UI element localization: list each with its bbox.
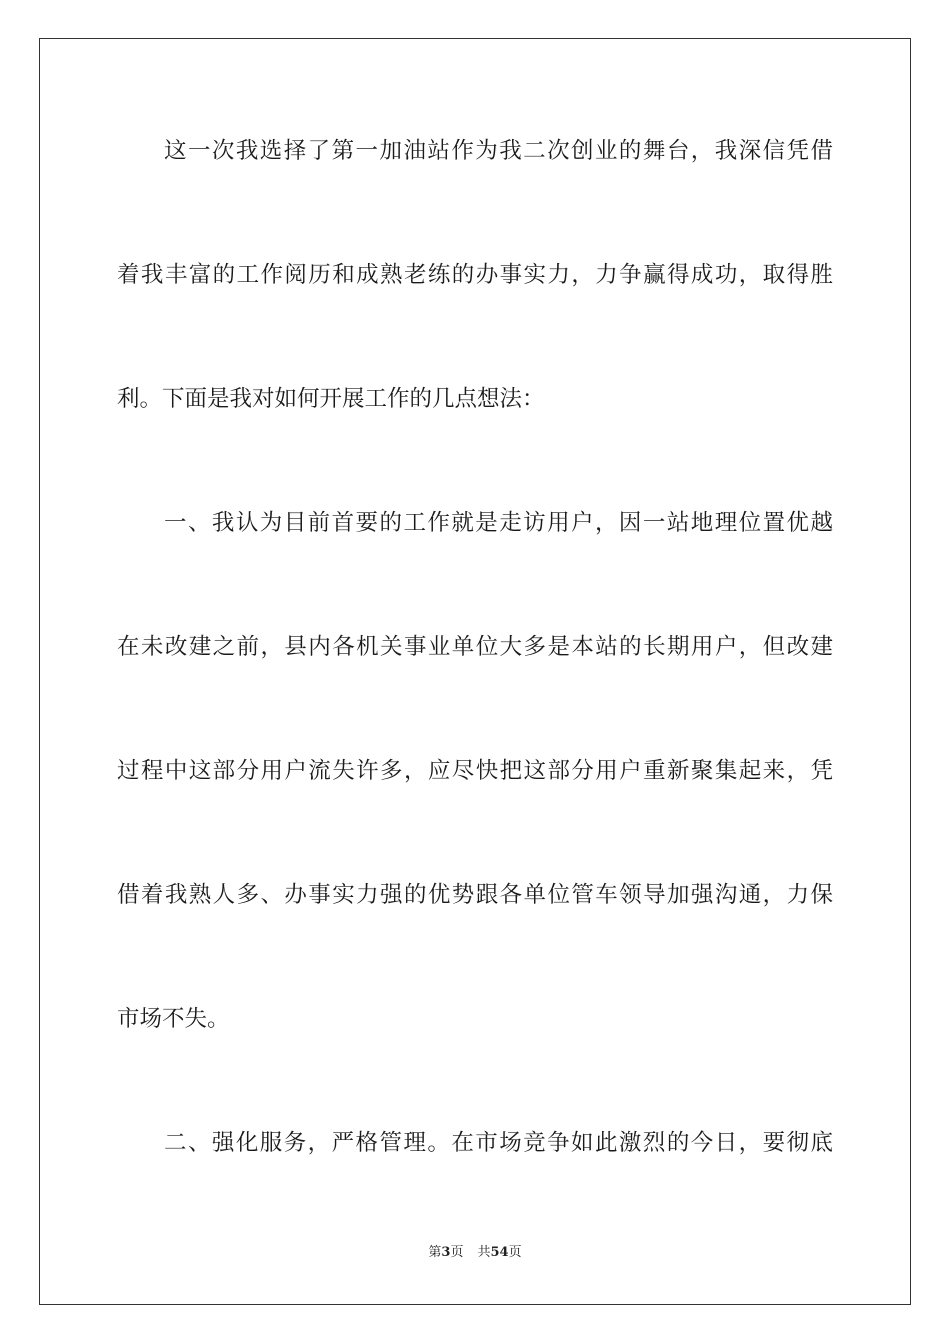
- paragraph-line-3: 利。下面是我对如何开展工作的几点想法：: [117, 386, 545, 412]
- paragraph-line-2: 着我丰富的工作阅历和成熟老练的办事实力，力争赢得成功，取得胜: [117, 262, 833, 288]
- paragraph-line-1: 这一次我选择了第一加油站作为我二次创业的舞台，我深信凭借: [164, 138, 833, 164]
- total-suffix: 页: [508, 1245, 522, 1260]
- page-frame: [39, 38, 911, 1305]
- paragraph-line-5: 在未改建之前，县内各机关事业单位大多是本站的长期用户，但改建: [117, 634, 833, 660]
- paragraph-line-9: 二、强化服务，严格管理。在市场竞争如此激烈的今日，要彻底: [164, 1130, 833, 1156]
- total-prefix: 共: [477, 1245, 491, 1260]
- paragraph-line-6: 过程中这部分用户流失许多，应尽快把这部分用户重新聚集起来，凭: [117, 758, 833, 784]
- current-page-number: 3: [441, 1245, 451, 1260]
- paragraph-line-8: 市场不失。: [117, 1006, 230, 1032]
- page-prefix: 第: [428, 1245, 442, 1260]
- page-footer: [0, 1244, 950, 1262]
- page-suffix: 页: [450, 1245, 464, 1260]
- paragraph-line-7: 借着我熟人多、办事实力强的优势跟各单位管车领导加强沟通，力保: [117, 882, 833, 908]
- paragraph-line-4: 一、我认为目前首要的工作就是走访用户，因一站地理位置优越: [164, 510, 833, 536]
- total-page-number: 54: [490, 1245, 509, 1260]
